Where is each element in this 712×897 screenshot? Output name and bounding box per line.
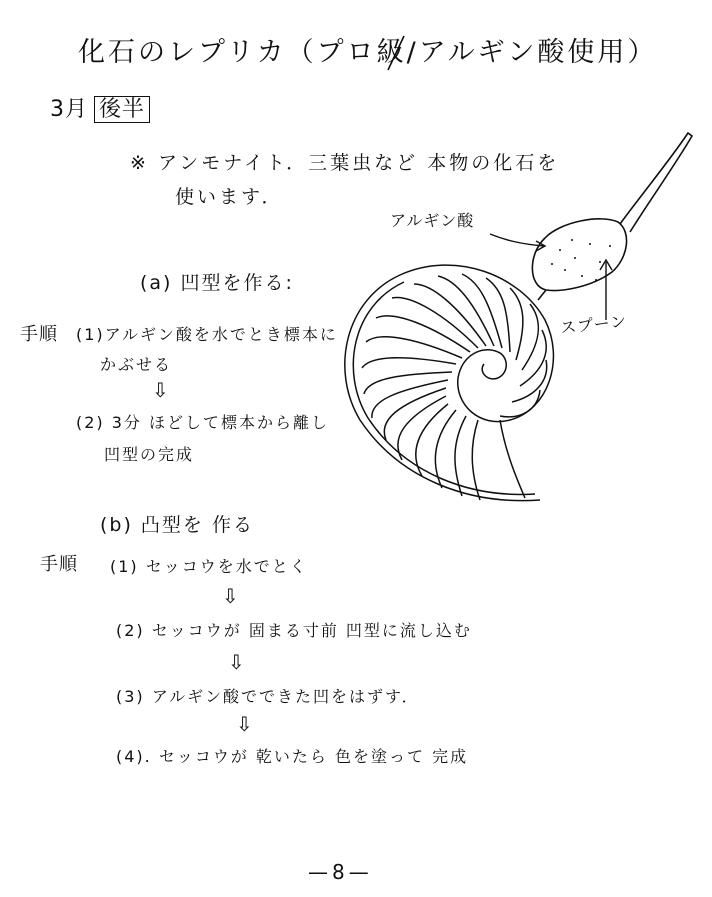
- down-arrow-icon: ⇩: [152, 378, 170, 402]
- section-a-step2-line2: 凹型の完成: [104, 445, 195, 464]
- alginate-pointer-arrow: [490, 234, 544, 246]
- ammonite-ribs: [362, 274, 547, 500]
- section-b-step3: (3) アルギン酸でできた凹をはずす．: [116, 687, 420, 706]
- down-arrow-icon: ⇩: [228, 650, 246, 674]
- section-b-step2: (2) セッコウが 固まる寸前 凹型に流し込む: [116, 621, 472, 640]
- section-b-step1: (1) セッコウを水でとく: [110, 557, 308, 576]
- section-b-procedure-label: 手順: [40, 554, 78, 575]
- month-heading: [50, 92, 150, 123]
- month-period-box: 後半: [94, 96, 150, 123]
- alginate-label: アルギン酸: [390, 211, 475, 230]
- section-a-step2-line1: (2) 3分 ほどして標本から離し: [76, 413, 330, 432]
- section-a-step1-line2: かぶせる: [100, 355, 173, 374]
- section-a-heading: (a) 凹型を作る:: [140, 272, 294, 294]
- page-number: —8—: [308, 860, 373, 884]
- spoon-speckles: [551, 239, 611, 281]
- section-b-heading: (b) 凸型を 作る: [100, 514, 254, 536]
- section-b-step4: (4). セッコウが 乾いたら 色を塗って 完成: [116, 747, 469, 766]
- month-label: 3月: [50, 97, 88, 122]
- note-line-1: ※ アンモナイト．三葉虫など 本物の化石を: [130, 152, 560, 174]
- down-arrow-icon: ⇩: [236, 712, 254, 736]
- page-title: 化石のレプリカ（プロ級/アルギン酸使用）: [78, 37, 658, 68]
- down-arrow-icon: ⇩: [222, 584, 240, 608]
- note-line-2: 使います．: [175, 186, 284, 208]
- section-a-step1-line1: (1)アルギン酸を水でとき標本に: [76, 325, 338, 344]
- ammonite-drawing: [345, 265, 554, 501]
- spoon-label: スプーン: [559, 311, 629, 338]
- section-a-procedure-label: 手順: [20, 324, 58, 345]
